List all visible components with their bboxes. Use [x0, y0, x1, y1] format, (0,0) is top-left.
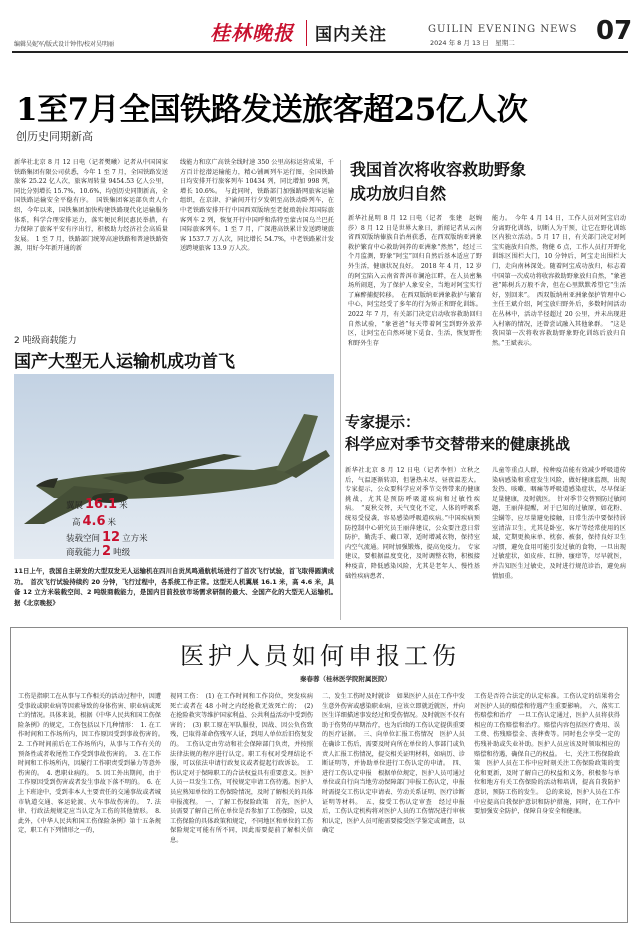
conservation-column-1: 新华社昆明 8 月 12 日电（记者 张建 赵婉莎）8 月 12 日是世界大象日，新闻记者从云南省西双版纳傣族自治州获悉，在西双版纳亚洲象救护繁育中心救助饲养的亚洲象“然然”，经过三个月监测，野象“阿宝”回归自然后基本适应了野外生活，健康状况良好。 2018 年 4 月，12 岁的阿宝陷入云南省普洱市澜沧江畔，在人员密集场所闹逛，为了保护人象安全，当地对阿宝实行了麻醉捕捉转移。 在西双版纳亚洲象救护与繁育中心，阿宝经受了多年的行为矫正和野化训练。2022 年 7 月，有关部门决定启动收容救助回归自然试验，“象爸爸”每天带着阿宝到野外放养区，让阿宝在自然环境下觅食、生活，恢复野性和野外生存: [348, 215, 482, 347]
spec-payload-unit: 吨级: [113, 548, 131, 558]
column-divider: [340, 160, 341, 620]
logo-divider: [306, 20, 307, 46]
spec-cargo-unit: 立方米: [122, 534, 148, 544]
spec-cargo-value: 12: [102, 530, 121, 545]
bottom-column-3: 二、发生工伤时及时就诊 如果医护人员在工作中发生意外伤害或感染职业病，应该立即就近就医，并向医生详细描述事发经过和受伤情况。及时就医不仅有助于伤势的早期治疗，也为后续的工伤认定提供重要的医疗证据。 三、向单位汇报工伤情况 医护人员在确诊工伤后，需要及时向所在单位的人事部门或负责人汇报工伤情况，提交相关证明材料，如病历、诊断证明等，并协助单位进行工伤认定的申请。 四、进行工伤认定申报 根据单位规定，医护人员可通过单位或自行向当地劳动保障部门申报工伤认定，申报时需提交工伤认定申请表、劳动关系证明、医疗诊断证明等材料。 五、接受工伤认定审查 经过申报后，工伤认定机构将对医护人员的工伤情况进行审核和认定，医护人员可能需要接受医学鉴定或调查，以确定: [322, 693, 465, 835]
spec-height-label: 高: [72, 518, 81, 528]
aircraft-caption: 11日上午，我国自主研发的大型双发无人运输机在四川自贡凤鸣通航机场进行了首次飞行试验，首飞取得圆满成功。 首次飞行试验持续约 20 分钟，飞行过程中，各系统工作正常。这型无人机翼展 16.1 米，高 4.6 米，具备 12 立方米装载空间、2 吨级商载能力，是国内目前投放市场需求研制的最大、全国产化的大型无人运输机。 据《北京晚报》: [14, 567, 341, 607]
bottom-headline: 医护人员如何申报工伤: [180, 642, 460, 670]
newspaper-logo: 桂林晚报: [210, 21, 294, 45]
masthead-rule: [12, 51, 628, 53]
health-headline-line1: 专家提示：: [345, 413, 421, 431]
spec-span-value: 16.1: [85, 497, 118, 512]
issue-date: 2024 年 8 月 13 日 星期二: [430, 39, 515, 47]
spec-payload-value: 2: [102, 544, 112, 559]
spec-payload: [66, 544, 130, 559]
aircraft-icon: [14, 374, 334, 559]
spec-payload-label: 商载能力: [66, 548, 101, 558]
health-column-1: 新华社北京 8 月 12 日电（记者李恒）立秋之后，气温逐渐转凉，但暑热未尽，昼夜温差大。专家提示，公众要科学应对季节交替带来的健康挑战，尤其是预防呼吸道疾病和过敏性疾病。 “夏秋交替，天气变化不定，人体的呼吸系统易受侵袭，容易感染呼吸道疾病。”中国疾病预防控制中心研究员王丽萍建议，公众要注意日常防护，勤洗手、戴口罩，适时增减衣物，保持室内空气流通。同时加强锻炼，提高免疫力。 专家建议，要根据温度变化，及时调整衣物，积极接种疫苗，降低感染风险，尤其是老年人、慢性基础性疾病患者、: [345, 467, 480, 580]
bottom-author: 秦春蓉（桂林医学院附属医院）: [300, 675, 391, 683]
spec-cargo: [66, 530, 148, 545]
spec-span-label: 翼展: [66, 501, 84, 511]
spec-height-value: 4.6: [82, 514, 106, 529]
bottom-column-1: 工伤是指职工在从事与工作相关的活动过程中，因遭受事故或职业病等因素导致的身体伤害、职业病或死亡的情况。具体来说，根据《中华人民共和国工伤保险条例》的规定，工伤包括以下几种情形： 1. 在工作时间和工作场所内，因工作原因受到事故伤害的。 2. 工作时间前后在工作场所内，从事与工作有关的预备性或者收尾性工作受到事故伤害的。 3. 在工作时间和工作场所内，因履行工作职责受到暴力等意外伤害的。 4. 患职业病的。 5. 因工外出期间，由于工作原因受到伤害或者发生事故下落不明的。 6. 在上下班途中，受到非本人主要责任的交通事故或者城市轨道交通、客运轮渡、火车事故伤害的。 7. 法律、行政法规规定应当认定为工伤的其他情形。 8. 此外，《中华人民共和国工伤保险条例》第十五条规定，职工有下列情形之一的，: [18, 693, 168, 835]
rail-column-2: 线能力和京广高铁全线时速 350 公里高标运营成果，千方百计挖潜运输能力，精心铺画列车运行图，全国铁路日均安排开行旅客列车 10434 列，同比增加 998 列，增长 10.6%。 与此同时，铁路部门加强路网旅客运输组织，在京津、沪渝间开行夕发朝至高铁动卧列车，在中老铁路安排开行中国西双版纳至老挝琅勃拉邦国际旅客列车 2 列，恢复开行中国呼和浩特至蒙古国乌兰巴托国际旅客列车。1 至 7 月，广深港高铁累计发送跨境旅客 1537.7 万人次，同比增长 54.7%，中老铁路累计发送跨境旅客 13.9 万人次。: [180, 159, 334, 253]
health-headline-line2: 科学应对季节交替带来的健康挑战: [345, 435, 571, 453]
conservation-headline-line1: 我国首次将收容救助野象: [350, 160, 527, 179]
health-column-2: 儿童等重点人群，按种疫苗能有效减少呼吸道传染病感染和重症发生风险，做好健康监测，出现发热、咳嗽、咽痛等呼吸道感染症状，尽早保证足量健康，及时就医。 针对季节交替预防过敏问题，王丽萍提醒，对于已知的过敏原，如花粉、尘螨等，应尽量避免接触，日常生活中要保持居室清洁卫生，尤其是卧室、客厅等经常使用的区域，定期更换床单、枕套、被套，保持良好卫生习惯，避免食用可能引发过敏的食物，一旦出现过敏症状，如皮疹、红肿、瘙痒等，尽早就医，并告知医生过敏史，及时进行规范诊治，避免病情加重。: [492, 467, 626, 580]
spec-height-unit: 米: [107, 518, 117, 528]
aircraft-photo: [14, 374, 334, 559]
aircraft-kicker: 2 吨级商载能力: [14, 336, 77, 346]
rail-headline: 1至7月全国铁路发送旅客超25亿人次: [16, 92, 528, 128]
bottom-column-2: 视同工伤： (1) 在工作时间和工作岗位，突发疾病死亡或者在 48 小时之内经抢救无效死亡的； (2) 在抢险救灾等维护国家利益、公共利益活动中受到伤害的； (3) 职工原在军队服役，因战、因公负伤致残，已取得革命伤残军人证，到用人单位后旧伤复发的。 工伤认定由劳动和社会保障部门负责，并按照法律法规的程序进行认定。职工有权对受理结论不服，可以依法申请行政复议或者提起行政诉讼。 工伤认定对于保障职工的合法权益具有重要意义。医护人员一旦发生工伤，可按规定申请工伤待遇。医护人员应熟知单位的工伤保险情况，及时了解相关的具体申报流程。 一、了解工伤保险政策 首先，医护人员需要了解自己所在单位是否参加了工伤保险，以及工伤保险的具体政策和规定，不同地区和单位的工伤保险规定可能有所不同，因此需要提前了解相关信息。: [170, 693, 313, 844]
editor-line: 编辑吴妮军/版式设计钟伟/校对吴明丽: [14, 41, 115, 48]
rail-subhead: 创历史同期新高: [16, 130, 93, 143]
bottom-column-4: 工伤是否符合法定的认定标准。工伤认定的结果将会对医护人员的赔偿和待遇产生重要影响。 六、落实工伤赔偿和治疗 一旦工伤认定通过，医护人员将获得相应的工伤赔偿和治疗。赔偿内容包括医疗费用、误工费、伤残赔偿金、丧葬费等。同时也会享受一定的伤残补助或失业补助。医护人员应该及时领取相应的赔偿和待遇，确保自己的权益。 七、关注工伤保险政策 医护人员在工作中应时刻关注工伤保险政策的变化和更新，及时了解自己的权益和义务，积极参与单位和地方有关工伤保险的活动和培训，提高自我防护意识，预防工伤的发生。 总的来说，医护人员在工作中应提高自我保护意识和防护措施，同时，在工作中要加强安全防护，保障自身安全和健康。: [474, 693, 620, 816]
spec-cargo-label: 装载空间: [66, 534, 101, 544]
spec-height: [72, 514, 116, 529]
english-title: GUILIN EVENING NEWS: [428, 24, 578, 35]
conservation-headline-line2: 成功放归自然: [350, 184, 447, 203]
rail-column-1: 新华社北京 8 月 12 日电（记者樊曦）记者从中国国家铁路集团有限公司获悉，今年 1 至 7 月，全国铁路发送旅客 25.22 亿人次，旅客周转量 9454.53 亿人公里，同比分别增长 15.7%、10.6%，均创历史同期新高，全国铁路运输安全平稳有序。 国铁集团客运部负责人介绍，今年以来，国铁集团加快构建铁路现代化运输服务体系，科学合理安排运力，落实便民利民惠民举措，有力保障了旅客平安有序出行，积极助力经济社会高质量发展。 1 至 7 月，铁路部门统筹高速铁路和普速铁路资源，用好今年新开通的新: [14, 159, 168, 253]
spec-span: [66, 497, 128, 512]
page-number: 07: [596, 16, 633, 46]
conservation-column-2: 能力。 今年 4 月 14 日，工作人员对阿宝启动分离野化训练，切断人为干预，让它在野化训练区内独立活动。5 月 17 日，有关部门决定对阿宝实施放归自然，物健 6 点，工作人员打开野化训练区围栏大门，10 分钟后，阿宝走出围栏大门，走向南林深处。随着阿宝成功放归，标志着中国第一次成功将收容救助野象放归自然，“象爸爸”陈树兵万般不舍，但在心里默默希望它“生活好，别回来”。 西双版纳州亚洲象保护管理中心主任王斌介绍，阿宝放归野外后，多数时间活动在丛林中，活动半径超过 20 公里，并未出现进入村寨的情况，还曾尝试融入其他象群。 “这是我国第一次将收容救助野象野化训练后放归自然。”王斌表示。: [492, 215, 626, 347]
aircraft-headline: 国产大型无人运输机成功首飞: [14, 352, 235, 372]
section-title: 国内关注: [315, 25, 387, 45]
spec-span-unit: 米: [119, 501, 128, 511]
